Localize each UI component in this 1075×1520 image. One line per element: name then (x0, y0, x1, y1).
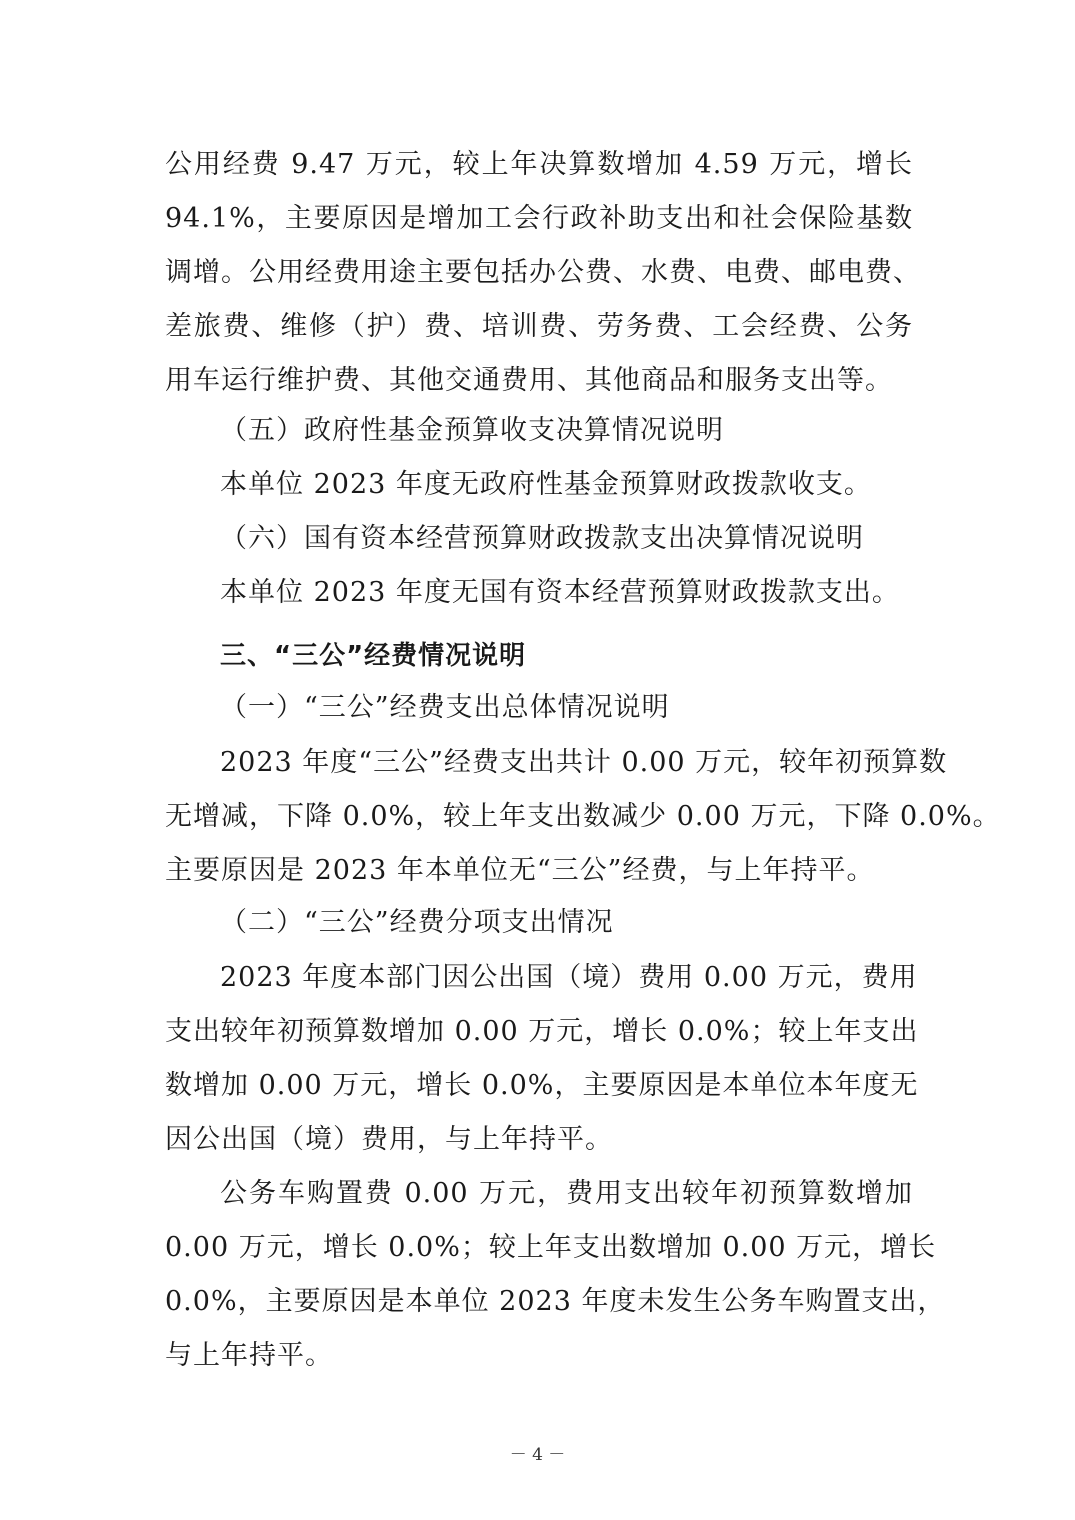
paragraph-line: 因公出国（境）费用，与上年持平。 (165, 1124, 613, 1155)
paragraph-line: 支出较年初预算数增加 0.00 万元，增长 0.0%；较上年支出 (165, 1016, 919, 1047)
paragraph-line: 本单位 2023 年度无政府性基金预算财政拨款收支。 (220, 469, 872, 500)
paragraph-line: 0.0%，主要原因是本单位 2023 年度未发生公务车购置支出， (165, 1286, 946, 1317)
paragraph-line: 本单位 2023 年度无国有资本经营预算财政拨款支出。 (220, 577, 900, 608)
paragraph-line: 2023 年度“三公”经费支出共计 0.00 万元，较年初预算数 (220, 747, 948, 778)
paragraph-line: 公务车购置费 0.00 万元，费用支出较年初预算数增加 (220, 1178, 913, 1209)
paragraph-line: 用车运行维护费、其他交通费用、其他商品和服务支出等。 (165, 365, 893, 396)
subsection-heading: （五）政府性基金预算收支决算情况说明 (220, 415, 724, 446)
paragraph-line: 与上年持平。 (165, 1340, 333, 1371)
paragraph-line: 调增。公用经费用途主要包括办公费、水费、电费、邮电费、 (165, 257, 921, 288)
paragraph-line: 无增减，下降 0.0%，较上年支出数减少 0.00 万元，下降 0.0%。 (165, 801, 1001, 832)
paragraph-line: 2023 年度本部门因公出国（境）费用 0.00 万元，费用 (220, 962, 918, 993)
subsection-heading: （六）国有资本经营预算财政拨款支出决算情况说明 (220, 523, 864, 554)
paragraph-line: 差旅费、维修（护）费、培训费、劳务费、工会经费、公务 (165, 311, 913, 342)
paragraph-line: 主要原因是 2023 年本单位无“三公”经费，与上年持平。 (165, 855, 875, 886)
subsection-heading: （一）“三公”经费支出总体情况说明 (220, 692, 670, 723)
paragraph-line: 94.1%，主要原因是增加工会行政补助支出和社会保险基数 (165, 203, 913, 234)
paragraph-line: 0.00 万元，增长 0.0%；较上年支出数增加 0.00 万元，增长 (165, 1232, 937, 1263)
paragraph-line: 公用经费 9.47 万元，较上年决算数增加 4.59 万元，增长 (165, 149, 913, 180)
subsection-heading: （二）“三公”经费分项支出情况 (220, 907, 614, 938)
page-number: － 4 － (509, 1445, 566, 1465)
paragraph-line: 数增加 0.00 万元，增长 0.0%，主要原因是本单位本年度无 (165, 1070, 919, 1101)
section-heading: 三、“三公”经费情况说明 (220, 641, 527, 671)
